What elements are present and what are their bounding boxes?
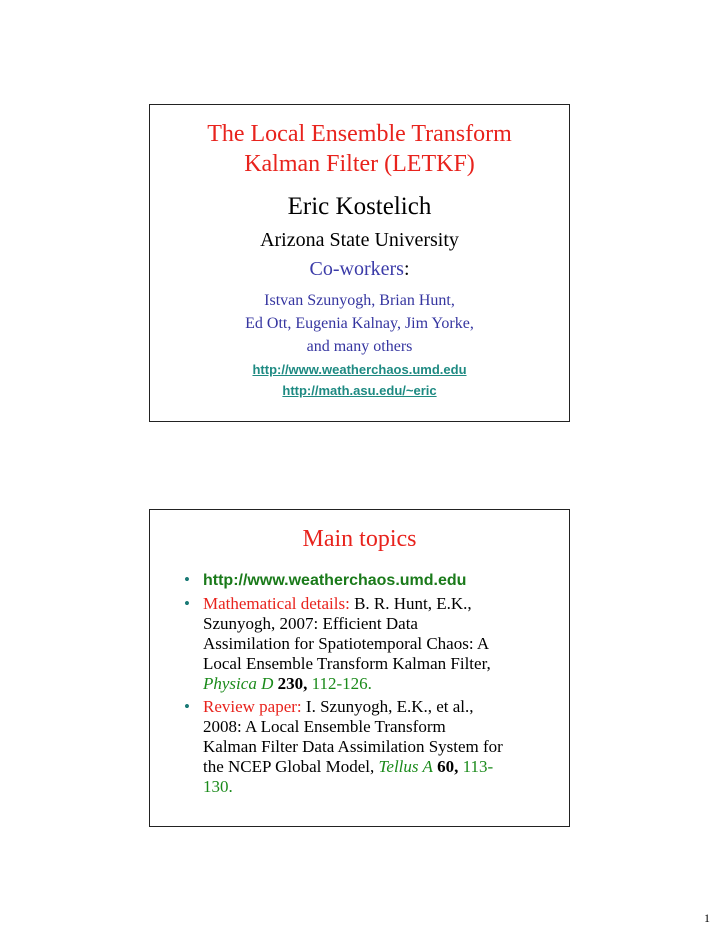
- coworkers-line-3: and many others: [306, 338, 413, 355]
- journal-pages: 130.: [203, 777, 233, 796]
- coworkers-line-1: Istvan Szunyogh, Brian Hunt,: [264, 292, 455, 309]
- asu-homepage-link[interactable]: http://math.asu.edu/~eric: [282, 383, 437, 398]
- journal-name: Tellus A: [378, 757, 433, 776]
- reference-text: Assimilation for Spatiotemporal Chaos: A: [203, 634, 490, 653]
- reference-text: Kalman Filter Data Assimilation System for: [203, 737, 503, 756]
- bullet-icon: •: [184, 594, 190, 613]
- bullet-icon: •: [184, 697, 190, 716]
- list-item: [184, 697, 555, 797]
- journal-pages: 112-126.: [307, 674, 372, 693]
- bullet-icon: •: [184, 570, 190, 589]
- list-item: [184, 570, 555, 591]
- journal-name: Physica D: [203, 674, 274, 693]
- slide-title: [150, 119, 569, 179]
- reference-text: Szunyogh, 2007: Efficient Data: [203, 614, 418, 633]
- reference-text: I. Szunyogh, E.K., et al.,: [301, 697, 474, 716]
- reference-text: 2008: A Local Ensemble Transform: [203, 717, 446, 736]
- main-topics-slide: [149, 509, 570, 827]
- journal-volume: 60,: [432, 757, 459, 776]
- list-item: [184, 594, 555, 694]
- reference-text: the NCEP Global Model,: [203, 757, 379, 776]
- coworkers-heading: [150, 257, 569, 281]
- journal-pages: 113-: [458, 757, 494, 776]
- item-label: Review paper:: [203, 697, 302, 716]
- reference-text: Local Ensemble Transform Kalman Filter,: [203, 654, 491, 673]
- topics-list: [184, 570, 555, 800]
- author-name: Eric Kostelich: [287, 193, 432, 220]
- item-label: Mathematical details:: [203, 594, 350, 613]
- coworkers-colon: :: [403, 258, 410, 280]
- title-line-2: Kalman Filter (LETKF): [244, 151, 475, 177]
- coworkers-label: Co-workers: [309, 258, 404, 280]
- institution: Arizona State University: [260, 229, 459, 251]
- title-line-1: The Local Ensemble Transform: [207, 121, 512, 147]
- coworkers-list: [150, 289, 569, 358]
- reference-text: B. R. Hunt, E.K.,: [349, 594, 472, 613]
- page-number: 1: [704, 911, 710, 925]
- slide-title: Main topics: [302, 526, 417, 552]
- journal-volume: 230,: [273, 674, 308, 693]
- weatherchaos-link[interactable]: http://www.weatherchaos.umd.edu: [252, 362, 467, 377]
- title-slide: [149, 104, 570, 422]
- coworkers-line-2: Ed Ott, Eugenia Kalnay, Jim Yorke,: [245, 315, 474, 332]
- weatherchaos-link[interactable]: http://www.weatherchaos.umd.edu: [203, 572, 467, 589]
